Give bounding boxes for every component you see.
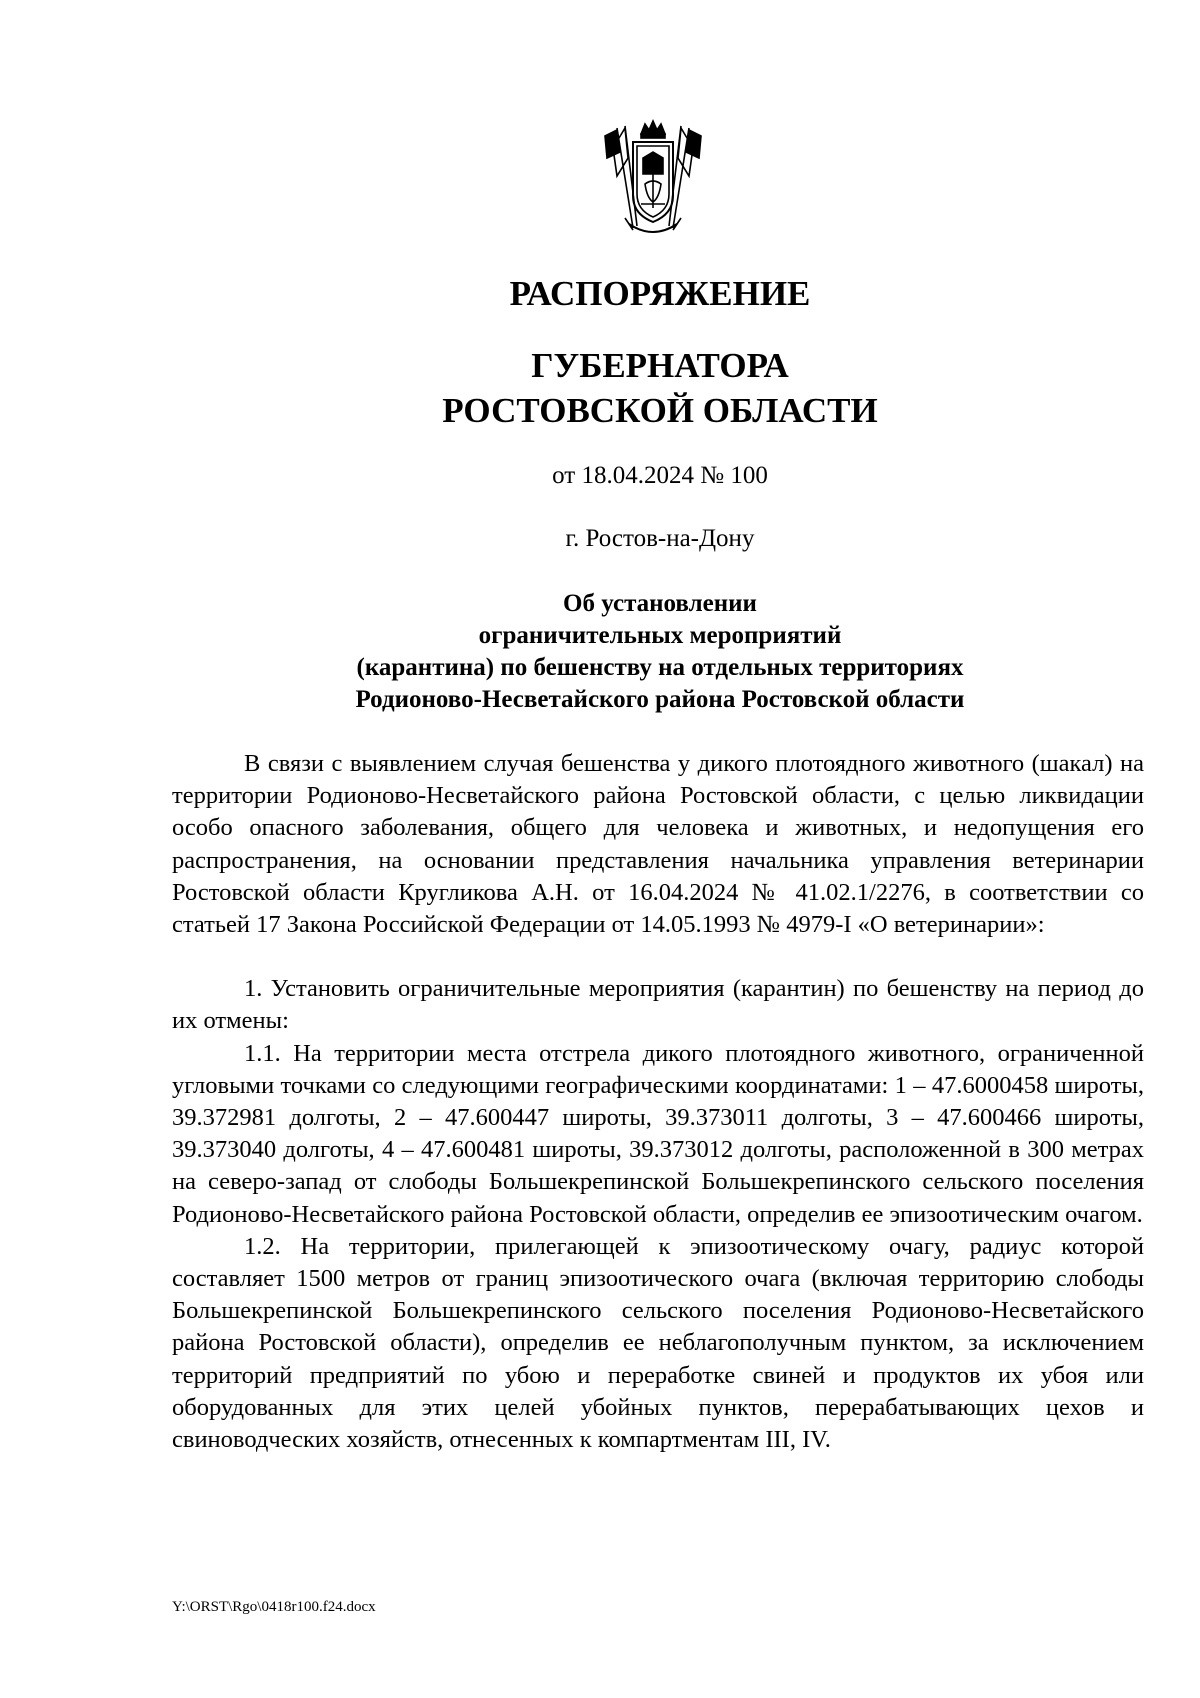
preamble-paragraph: В связи с выявлением случая бешенства у дикого плотоядного животного (шакал) на территории Родионово-Несветайского района Ростовской области, с целью ликвидации особо опасного заболевания, общего для человека и животных, и недопущения его распространения, на основании представления начальника управления ветеринарии Ростовской области Кругликова А.Н. от 16.04.2024 № 41.02.1/2276, в соответствии со статьей 17 Закона Российской Федерации от 14.05.1993 № 4979-I «О ветеринарии»:: [172, 750, 1144, 939]
item-1-1-paragraph: 1.1. На территории места отстрела дикого плотоядного животного, ограниченной угловыми точками со следующими географическими координатами: 1 – 47.6000458 широты, 39.372981 долготы, 2 – 47.600447 широты, 39.373011 долготы, 3 – 47.600466 широты, 39.373040 долготы, 4 – 47.600481 широты, 39.373012 долготы, расположенной в 300 метрах на северо-запад от слободы Большекрепинской Большекрепинского сельского поселения Родионово-Несветайского района Ростовской области, определив ее эпизоотическим очагом.: [172, 1039, 1144, 1228]
paragraph-spacer: [172, 941, 1144, 973]
authority-line-2: РОСТОВСКОЙ ОБЛАСТИ: [442, 391, 878, 430]
coat-of-arms-icon: [603, 118, 703, 242]
title-line-3: (карантина) по бешенству на отдельных территориях: [356, 654, 964, 681]
authority-line-1: ГУБЕРНАТОРА: [531, 346, 789, 385]
title-line-4: Родионово-Несветайского района Ростовской области: [355, 686, 965, 713]
item-1-paragraph: 1. Установить ограничительные мероприятия (карантин) по бешенству на период до их отмены:: [172, 975, 1144, 1035]
item-1-2-paragraph: 1.2. На территории, прилегающей к эпизоотическому очагу, радиус которой составляет 1500 метров от границ эпизоотического очага (включая территорию слободы Большекрепинской Большекрепинского сельского поселения Родионово-Несветайского района Ростовской области), определив ее неблагополучным пунктом, за исключением территорий предприятий по убою и переработке свиней и продуктов их убоя или оборудованных для этих целей убойных пунктов, перерабатывающих цехов и свиноводческих хозяйств, отнесенных к компартментам III, IV.: [172, 1232, 1144, 1454]
issuing-authority-heading: [0, 343, 1200, 433]
file-path-footer: Y:\ORST\Rgo\0418r100.f24.docx: [172, 1599, 376, 1615]
city-line: г. Ростов-на-Дону: [565, 525, 755, 552]
document-title: [0, 588, 1200, 716]
document-type-heading: РАСПОРЯЖЕНИЕ: [509, 274, 811, 313]
title-line-2: ограничительных мероприятий: [478, 622, 842, 649]
document-body: [172, 748, 1144, 1456]
title-line-1: Об установлении: [563, 590, 757, 617]
date-and-number: от 18.04.2024 № 100: [552, 462, 768, 489]
